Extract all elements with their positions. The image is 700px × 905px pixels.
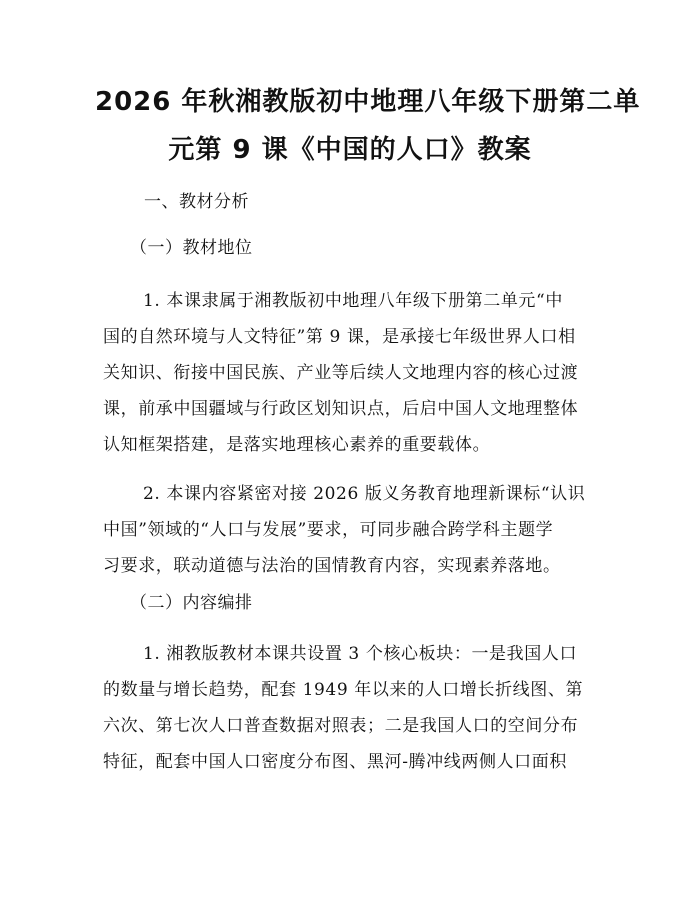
paragraph-line: 国的自然环境与人文特征”第 9 课，是承接七年级世界人口相: [103, 327, 576, 347]
paragraph-line: 2. 本课内容紧密对接 2026 版义务教育地理新课标“认识: [143, 484, 586, 504]
subsection-heading-material-status: （一）教材地位: [130, 238, 253, 258]
paragraph-line: 课，前承中国疆域与行政区划知识点，后启中国人文地理整体: [103, 399, 579, 419]
section-heading-material-analysis: 一、教材分析: [144, 192, 249, 212]
subsection-heading-content-arrangement: （二）内容编排: [130, 593, 253, 613]
paragraph-3: [103, 636, 603, 780]
paragraph-line: 中国”领域的“人口与发展”要求，可同步融合跨学科主题学: [103, 520, 554, 540]
paragraph-2: [103, 476, 603, 584]
paragraph-line: 关知识、衔接中国民族、产业等后续人文地理内容的核心过渡: [103, 363, 579, 383]
paragraph-1: [103, 283, 603, 463]
paragraph-line: 1. 湘教版教材本课共设置 3 个核心板块：一是我国人口: [143, 644, 578, 664]
paragraph-line: 1. 本课隶属于湘教版初中地理八年级下册第二单元“中: [143, 291, 563, 311]
paragraph-line: 的数量与增长趋势，配套 1949 年以来的人口增长折线图、第: [103, 680, 584, 700]
paragraph-line: 六次、第七次人口普查数据对照表；二是我国人口的空间分布: [103, 716, 579, 736]
paragraph-line: 认知框架搭建，是落实地理核心素养的重要载体。: [103, 435, 491, 455]
document-title-line-1: 2026 年秋湘教版初中地理八年级下册第二单: [95, 87, 641, 117]
paragraph-line: 习要求，联动道德与法治的国情教育内容，实现素养落地。: [103, 556, 561, 576]
document-title-line-2: 元第 9 课《中国的人口》教案: [168, 135, 532, 165]
paragraph-line: 特征，配套中国人口密度分布图、黑河-腾冲线两侧人口面积: [103, 752, 567, 772]
